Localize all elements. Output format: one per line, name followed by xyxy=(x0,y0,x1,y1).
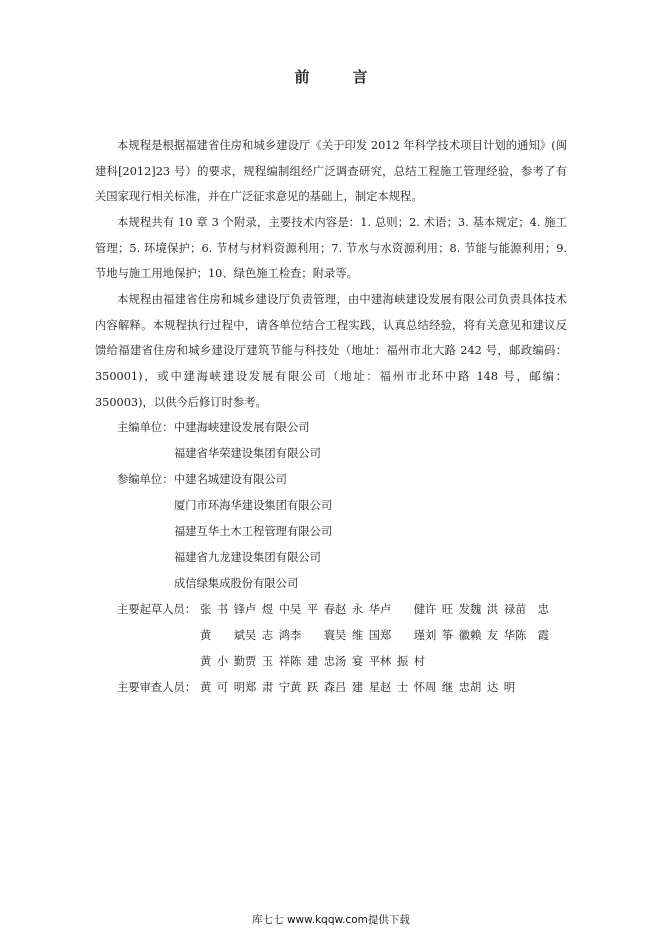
reviewer-name: 吕建星 xyxy=(335,681,380,694)
participating-unit-2: 厦门市环海华建设集团有限公司 xyxy=(174,499,333,512)
reviewers-row xyxy=(200,680,515,696)
drafters-row-3 xyxy=(200,654,425,670)
participating-unit-1: 中建名城建设有限公司 xyxy=(174,473,287,486)
drafter-name: 魏洪禄 xyxy=(470,603,515,616)
reviewer-name: 赵士怀 xyxy=(380,681,425,694)
page-title: 前 言 xyxy=(294,68,382,86)
drafter-name: 林振村 xyxy=(380,655,425,668)
preface-paragraph-1 xyxy=(95,133,567,210)
drafter-name: 张书锋 xyxy=(200,603,245,616)
chief-unit-2: 福建省华荣建设集团有限公司 xyxy=(174,447,321,460)
reviewer-name: 胡达明 xyxy=(470,681,515,694)
paragraph-text: 本规程共有 10 章 3 个附录，主要技术内容是：1. 总则；2. 术语；3. 基本规定；4. 施工管理；5. 环境保护；6. 节材与材料资源利用；7. 节水与水资源利用；8. 节能与能源利用；9. 节地与施工用地保护；10、绿色施工检查；附录等。 xyxy=(95,216,567,281)
drafter-name: 吴平春 xyxy=(290,603,335,616)
drafter-name: 苗 忠 xyxy=(515,603,549,616)
reviewers-label: 主要审查人员： xyxy=(117,681,197,694)
reviewer-name: 黄跃森 xyxy=(290,681,335,694)
participating-units-label: 参编单位： xyxy=(117,473,174,486)
participating-unit-4: 福建省九龙建设集团有限公司 xyxy=(174,551,321,564)
drafter-name: 刘筝徽 xyxy=(425,629,470,642)
drafter-name: 卢煜中 xyxy=(245,603,290,616)
participating-unit-3: 福建互华土木工程管理有限公司 xyxy=(174,525,333,538)
drafter-name: 赵永华 xyxy=(335,603,380,616)
drafters-row-2 xyxy=(200,628,547,644)
footer-watermark: 库七七 www.kqqw.com提供下载 xyxy=(252,914,410,926)
reviewer-name: 周继忠 xyxy=(425,681,470,694)
paragraph-text: 本规程由福建省住房和城乡建设厅负责管理，由中建海峡建设发展有限公司负责具体技术内容解释。本规程执行过程中，请各单位结合工程实践，认真总结经验，将有关意见和建议反馈给福建省住房和城乡建设厅建筑节能与科技处（地址：福州市北大路 242 号，邮政编码：350001)，或中建海峡建设发展有限公司（地址：福州市北环中路 148 号，邮编：350003)，以供今后修订时参考。 xyxy=(95,293,567,409)
preface-paragraph-2 xyxy=(95,210,567,287)
chief-unit-1: 中建海峡建设发展有限公司 xyxy=(174,421,310,434)
drafter-name: 赖友华 xyxy=(470,629,515,642)
preface-paragraph-3 xyxy=(95,287,567,416)
drafter-name: 陈 霞 xyxy=(515,629,549,642)
chief-units-label: 主编单位： xyxy=(117,421,174,434)
drafter-name: 吴维国 xyxy=(335,629,380,642)
participating-unit-5: 成信绿集成股份有限公司 xyxy=(174,577,299,590)
drafter-name: 黄小勤 xyxy=(200,655,245,668)
drafter-name: 郑 瑾 xyxy=(380,629,425,642)
drafter-name: 吴志鸿 xyxy=(245,629,290,642)
drafter-name: 许旺发 xyxy=(425,603,470,616)
drafters-label: 主要起草人员： xyxy=(117,603,197,616)
drafter-name: 贾玉祥 xyxy=(245,655,290,668)
drafter-name: 汤宴平 xyxy=(335,655,380,668)
drafter-name: 李 寰 xyxy=(290,629,335,642)
paragraph-text: 本规程是根据福建省住房和城乡建设厅《关于印发 2012 年科学技术项目计划的通知》(闽建科[2012]23 号）的要求，规程编制组经广泛调查研究，总结工程施工管理经验，参考了有关国家现行相关标准，并在广泛征求意见的基础上，制定本规程。 xyxy=(95,139,567,204)
drafter-name: 黄 斌 xyxy=(200,629,245,642)
reviewer-name: 黄可明 xyxy=(200,681,245,694)
drafters-row-1 xyxy=(200,602,547,618)
drafter-name: 陈建忠 xyxy=(290,655,335,668)
drafter-name: 卢 健 xyxy=(380,603,425,616)
reviewer-name: 郑肃宁 xyxy=(245,681,290,694)
